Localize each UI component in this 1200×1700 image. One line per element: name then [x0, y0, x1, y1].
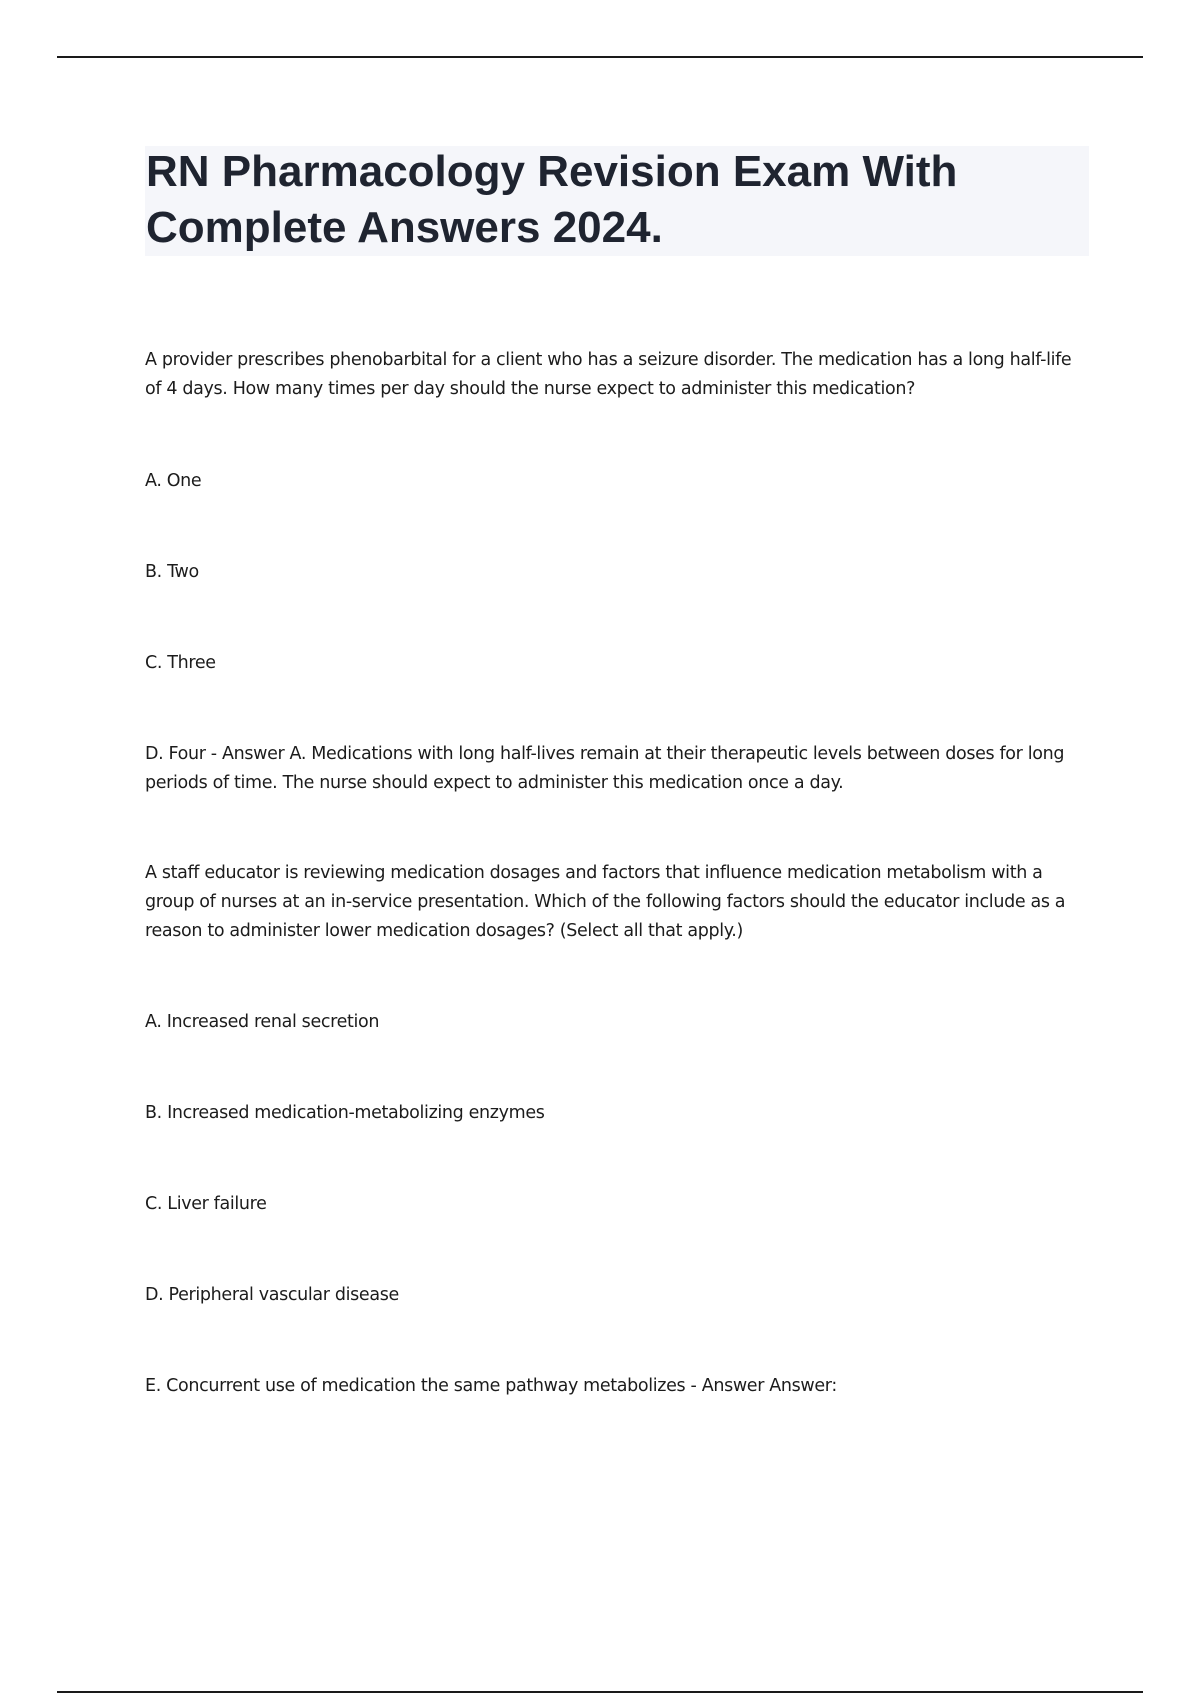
question-2-option-b: B. Increased medication-metabolizing enzymes — [145, 1103, 545, 1123]
question-1-option-a: A. One — [145, 471, 202, 491]
question-1-stem: A provider prescribes phenobarbital for a client who has a seizure disorder. The medication has a long half-life of 4 days. How many times per day should the nurse expect to administer this medication? — [145, 350, 1072, 399]
question-2-option-c: C. Liver failure — [145, 1194, 267, 1214]
question-1-option-d-answer: D. Four - Answer A. Medications with long half-lives remain at their therapeutic levels between doses for long periods of time. The nurse should expect to administer this medication once a day. — [145, 744, 1065, 793]
question-2-option-a: A. Increased renal secretion — [145, 1012, 380, 1032]
page-title: RN Pharmacology Revision Exam With Complete Answers 2024. — [146, 147, 958, 252]
question-2-option-d: D. Peripheral vascular disease — [145, 1285, 399, 1305]
question-1-option-c: C. Three — [145, 653, 216, 673]
question-2-option-e-answer: E. Concurrent use of medication the same pathway metabolizes - Answer Answer: — [145, 1376, 837, 1396]
header-rule — [57, 56, 1143, 58]
question-1-option-b: B. Two — [145, 562, 199, 582]
footer-rule — [57, 1691, 1143, 1693]
question-2-stem: A staff educator is reviewing medication dosages and factors that influence medication metabolism with a group of nurses at an in-service presentation. Which of the following factors should the educator include as a reason to administer lower medication dosages? (Select all that apply.) — [145, 863, 1066, 941]
